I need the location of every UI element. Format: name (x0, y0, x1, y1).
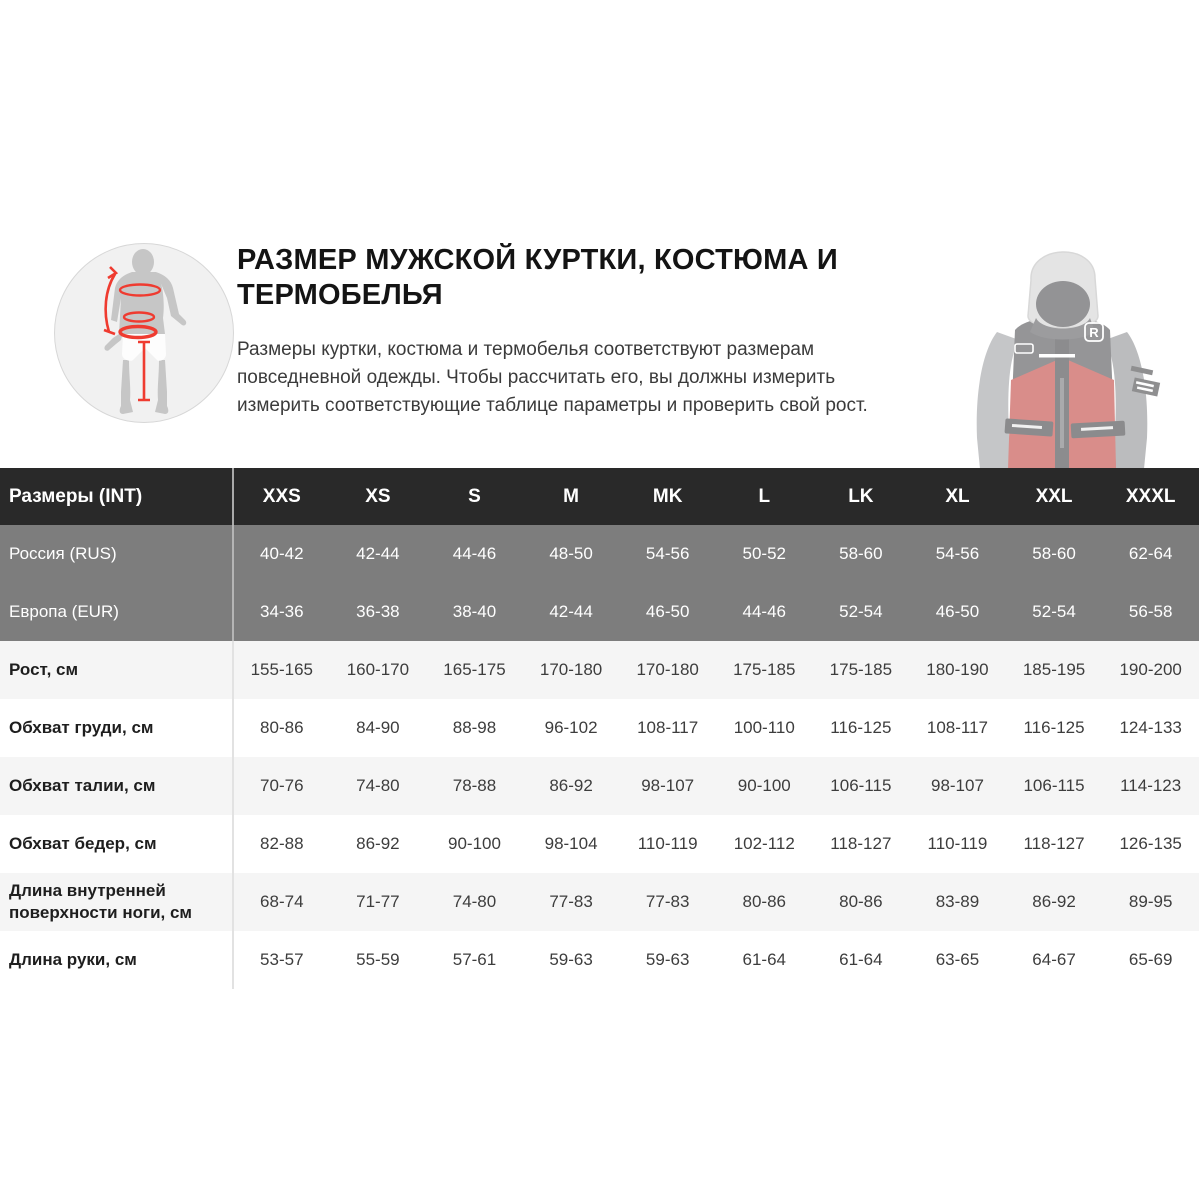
jacket-illustration (935, 228, 1190, 469)
table-corner-label: Размеры (INT) (0, 468, 233, 525)
size-column-header: M (563, 485, 579, 507)
jacket-r-logo: R (1089, 325, 1099, 340)
size-value-cell: 106-115 (830, 776, 892, 795)
size-value-cell: 54-56 (645, 544, 690, 563)
size-value-cell: 78-88 (452, 776, 497, 795)
size-value-cell: 114-123 (1120, 776, 1182, 795)
size-value-cell: 71-77 (356, 892, 400, 911)
size-value-cell: 77-83 (645, 892, 690, 911)
size-value-cell: 59-63 (549, 950, 593, 969)
size-value-cell: 118-127 (830, 834, 892, 853)
size-value-cell: 86-92 (356, 834, 400, 853)
title-block (237, 243, 937, 420)
size-value-cell: 155-165 (250, 660, 313, 679)
page-title: РАЗМЕР МУЖСКОЙ КУРТКИ, КОСТЮМА И ТЕРМОБЕЛЬЯ (237, 244, 838, 311)
size-value-cell: 110-119 (927, 834, 988, 853)
table-row (0, 757, 1199, 815)
size-value-cell: 106-115 (1023, 776, 1085, 795)
size-value-cell: 116-125 (1023, 718, 1085, 737)
size-value-cell: 68-74 (260, 892, 304, 911)
size-value-cell: 50-52 (742, 544, 786, 563)
size-value-cell: 98-107 (930, 776, 984, 795)
size-value-cell: 89-95 (1128, 892, 1173, 911)
row-label: Рост, см (0, 641, 233, 699)
size-value-cell: 165-175 (443, 660, 506, 679)
size-value-cell: 175-185 (829, 660, 893, 679)
size-value-cell: 42-44 (549, 602, 593, 621)
page-description: Размеры куртки, костюма и термобелья соответствуют размерам повседневной одежды. Чтобы рассчитать его, вы должны измерить измерить соответствующие таблице параметры и проверить свой рост. (237, 339, 868, 416)
size-value-cell: 82-88 (260, 834, 304, 853)
size-chart-header (0, 468, 1199, 525)
table-row (0, 583, 1199, 641)
size-column-header: XS (365, 485, 391, 507)
size-value-cell: 64-67 (1032, 950, 1076, 969)
size-value-cell: 44-46 (742, 602, 786, 621)
row-label: Россия (RUS) (0, 525, 233, 583)
size-value-cell: 36-38 (356, 602, 400, 621)
table-row (0, 931, 1199, 989)
size-value-cell: 58-60 (1032, 544, 1076, 563)
size-value-cell: 52-54 (1032, 602, 1076, 621)
table-row (0, 815, 1199, 873)
size-value-cell: 48-50 (549, 544, 593, 563)
size-value-cell: 108-117 (637, 718, 699, 737)
size-value-cell: 42-44 (356, 544, 400, 563)
table-row (0, 641, 1199, 699)
size-value-cell: 44-46 (452, 544, 497, 563)
size-value-cell: 80-86 (839, 892, 883, 911)
size-column-header: S (468, 485, 481, 507)
size-value-cell: 180-190 (926, 660, 989, 679)
size-value-cell: 86-92 (1032, 892, 1076, 911)
size-value-cell: 175-185 (733, 660, 796, 679)
size-value-cell: 53-57 (260, 950, 304, 969)
size-value-cell: 56-58 (1128, 602, 1173, 621)
size-value-cell: 90-100 (737, 776, 791, 795)
size-chart-table (0, 468, 1200, 989)
size-column-header: XXL (1035, 485, 1073, 507)
size-value-cell: 62-64 (1128, 544, 1173, 563)
table-row (0, 873, 1199, 931)
size-value-cell: 110-119 (637, 834, 698, 853)
size-value-cell: 98-107 (641, 776, 695, 795)
size-value-cell: 70-76 (260, 776, 304, 795)
size-value-cell: 59-63 (645, 950, 690, 969)
size-value-cell: 88-98 (452, 718, 497, 737)
row-label: Обхват талии, см (0, 757, 233, 815)
size-value-cell: 80-86 (742, 892, 786, 911)
size-value-cell: 74-80 (452, 892, 497, 911)
size-value-cell: 108-117 (926, 718, 989, 737)
size-value-cell: 118-127 (1023, 834, 1085, 853)
size-column-header: L (758, 485, 771, 507)
size-column-header: XL (945, 485, 970, 507)
size-value-cell: 102-112 (733, 834, 795, 853)
row-label: Европа (EUR) (0, 583, 233, 641)
size-value-cell: 61-64 (839, 950, 883, 969)
size-value-cell: 126-135 (1119, 834, 1182, 853)
size-value-cell: 116-125 (830, 718, 892, 737)
row-label: Обхват груди, см (0, 699, 233, 757)
row-label: Обхват бедер, см (0, 815, 233, 873)
body-measurement-illustration (53, 242, 235, 424)
size-value-cell: 77-83 (549, 892, 593, 911)
size-value-cell: 83-89 (935, 892, 980, 911)
size-value-cell: 38-40 (452, 602, 497, 621)
size-value-cell: 52-54 (839, 602, 883, 621)
size-value-cell: 40-42 (260, 544, 304, 563)
size-value-cell: 96-102 (544, 718, 598, 737)
size-value-cell: 80-86 (260, 718, 304, 737)
size-value-cell: 65-69 (1128, 950, 1173, 969)
size-value-cell: 84-90 (356, 718, 400, 737)
size-value-cell: 57-61 (452, 950, 497, 969)
size-value-cell: 98-104 (544, 834, 598, 853)
table-row (0, 525, 1199, 583)
size-value-cell: 185-195 (1022, 660, 1086, 679)
size-value-cell: 61-64 (742, 950, 786, 969)
header-row (0, 468, 1199, 525)
row-label: Длина внутренней поверхности ноги, см (0, 873, 233, 931)
size-value-cell: 190-200 (1119, 660, 1182, 679)
table-row (0, 699, 1199, 757)
size-value-cell: 74-80 (356, 776, 400, 795)
size-value-cell: 46-50 (645, 602, 690, 621)
size-value-cell: 55-59 (356, 950, 400, 969)
size-value-cell: 86-92 (549, 776, 593, 795)
hero-section (0, 0, 1200, 470)
size-value-cell: 34-36 (260, 602, 304, 621)
size-column-header: XXXL (1125, 485, 1176, 507)
row-label: Длина руки, см (0, 931, 233, 989)
size-value-cell: 58-60 (839, 544, 883, 563)
size-value-cell: 90-100 (448, 834, 501, 853)
size-column-header: MK (652, 485, 683, 507)
size-value-cell: 170-180 (636, 660, 699, 679)
size-value-cell: 160-170 (346, 660, 410, 679)
size-value-cell: 46-50 (935, 602, 980, 621)
jacket-product-image (935, 228, 1190, 469)
size-value-cell: 54-56 (935, 544, 980, 563)
size-value-cell: 124-133 (1119, 718, 1182, 737)
size-value-cell: 100-110 (733, 718, 795, 737)
size-column-header: LK (848, 485, 874, 507)
size-column-header: XXS (262, 485, 301, 507)
size-value-cell: 170-180 (539, 660, 603, 679)
measurement-figure-icon (53, 242, 235, 424)
size-value-cell: 63-65 (935, 950, 980, 969)
